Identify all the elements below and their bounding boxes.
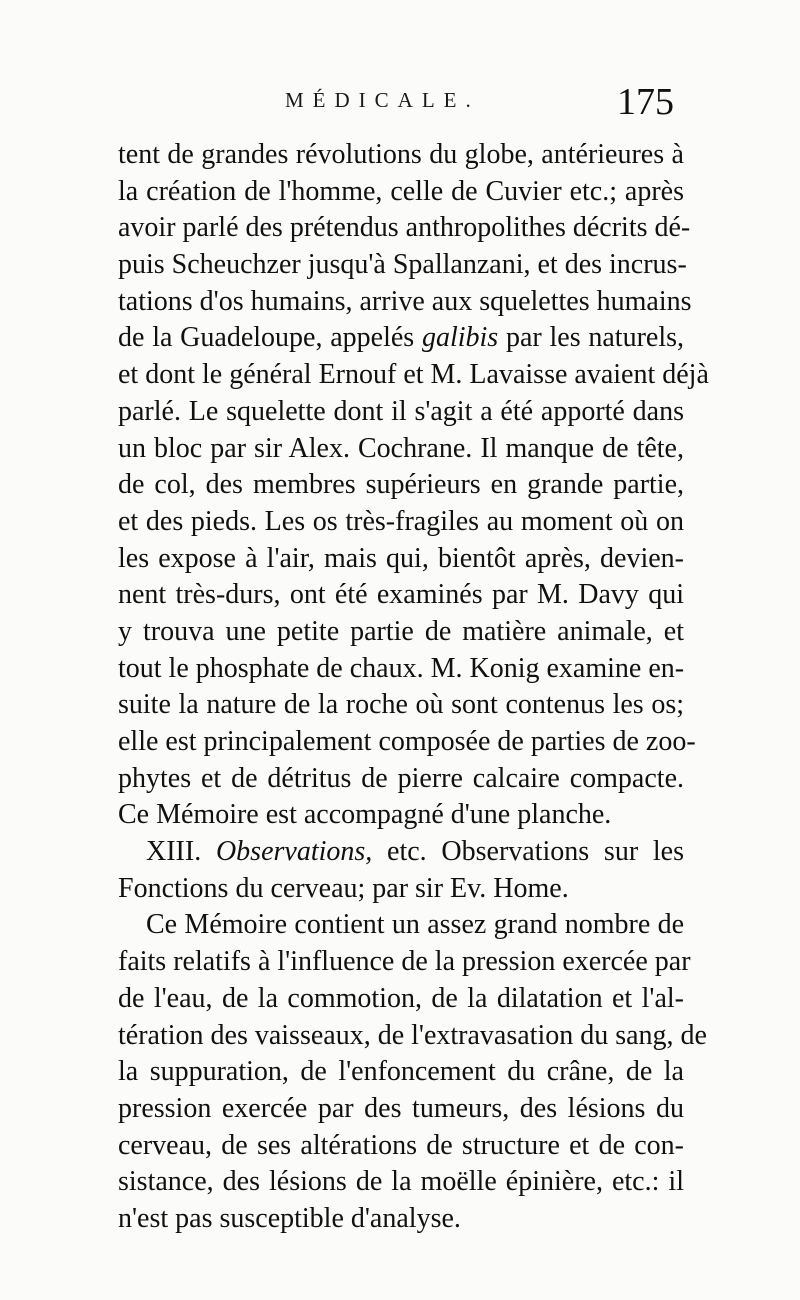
text-line-7: et dont le général Ernouf et M. Lavaisse avaient déjà [118,359,709,391]
text-line-6-start: de la Guadeloupe, appelés [118,322,415,354]
text-line-25: faits relatifs à l'influence de la pression exercée par [118,946,691,978]
text-line-6 [118,320,684,357]
text-line-26: de l'eau, de la commotion, de la dilatation et l'al- [118,982,684,1014]
text-line-17: elle est principalement composée de parties de zoo- [118,726,696,757]
text-line-9: un bloc par sir Alex. Cochrane. Il manque de tête, [118,432,684,464]
text-line-6-end: par les naturels, [505,322,685,354]
text-line-29: pression exercée par des tumeurs, des lésions du [118,1092,684,1124]
italic-term-galibis: galibis [421,322,499,354]
section-heading-xiii [118,834,684,871]
text-line-19: Ce Mémoire est accompagné d'une planche. [118,799,612,831]
text-line-4: puis Scheuchzer jusqu'à Spallanzani, et des incrus- [118,249,687,281]
page-number: 175 [617,81,674,123]
section-title-line-2: Fonctions du cerveau; par sir Ev. Home. [118,872,569,904]
text-line-15: tout le phosphate de chaux. M. Konig examine en- [118,652,685,684]
text-line-2: la création de l'homme, celle de Cuvier etc.; après [118,175,684,207]
text-line-5: tations d'os humains, arrive aux squelettes humains [118,285,692,317]
page-header [0,81,800,128]
text-line-11: et des pieds. Les os très-fragiles au moment où on [118,505,684,537]
text-line-14: y trouva une petite partie de matière animale, et [118,615,684,647]
text-line-32: n'est pas susceptible d'analyse. [118,1202,461,1234]
text-line-1: tent de grandes révolutions du globe, antérieures à [118,139,684,170]
section-number: XIII. [146,836,202,868]
text-line-31: sistance, des lésions de la moëlle épinière, etc.: il [118,1166,684,1198]
text-line-28: la suppuration, de l'enfoncement du crâne, de la [118,1056,684,1088]
text-line-18: phytes et de détritus de pierre calcaire compacte. [118,762,684,794]
text-line-10: de col, des membres supérieurs en grande partie, [118,469,684,501]
text-line-30: cerveau, de ses altérations de structure et de con- [118,1129,684,1161]
text-line-27: tération des vaisseaux, de l'extravasation du sang, de [118,1019,707,1051]
body-text [118,137,709,1238]
text-line-24: Ce Mémoire contient un assez grand nombre de [146,909,684,941]
text-line-8: parlé. Le squelette dont il s'agit a été apporté dans [118,395,684,427]
text-line-3: avoir parlé des prétendus anthropolithes décrits dé- [118,212,691,244]
text-line-12: les expose à l'air, mais qui, bientôt après, devien- [118,542,684,574]
section-title-italic: Observations, [215,836,373,868]
running-head: MÉDICALE. [285,88,480,112]
text-line-13: nent très-durs, ont été examinés par M. Davy qui [118,579,684,611]
section-title-rest: etc. Observations sur les [387,836,684,868]
text-line-16: suite la nature de la roche où sont contenus les os; [118,689,684,721]
